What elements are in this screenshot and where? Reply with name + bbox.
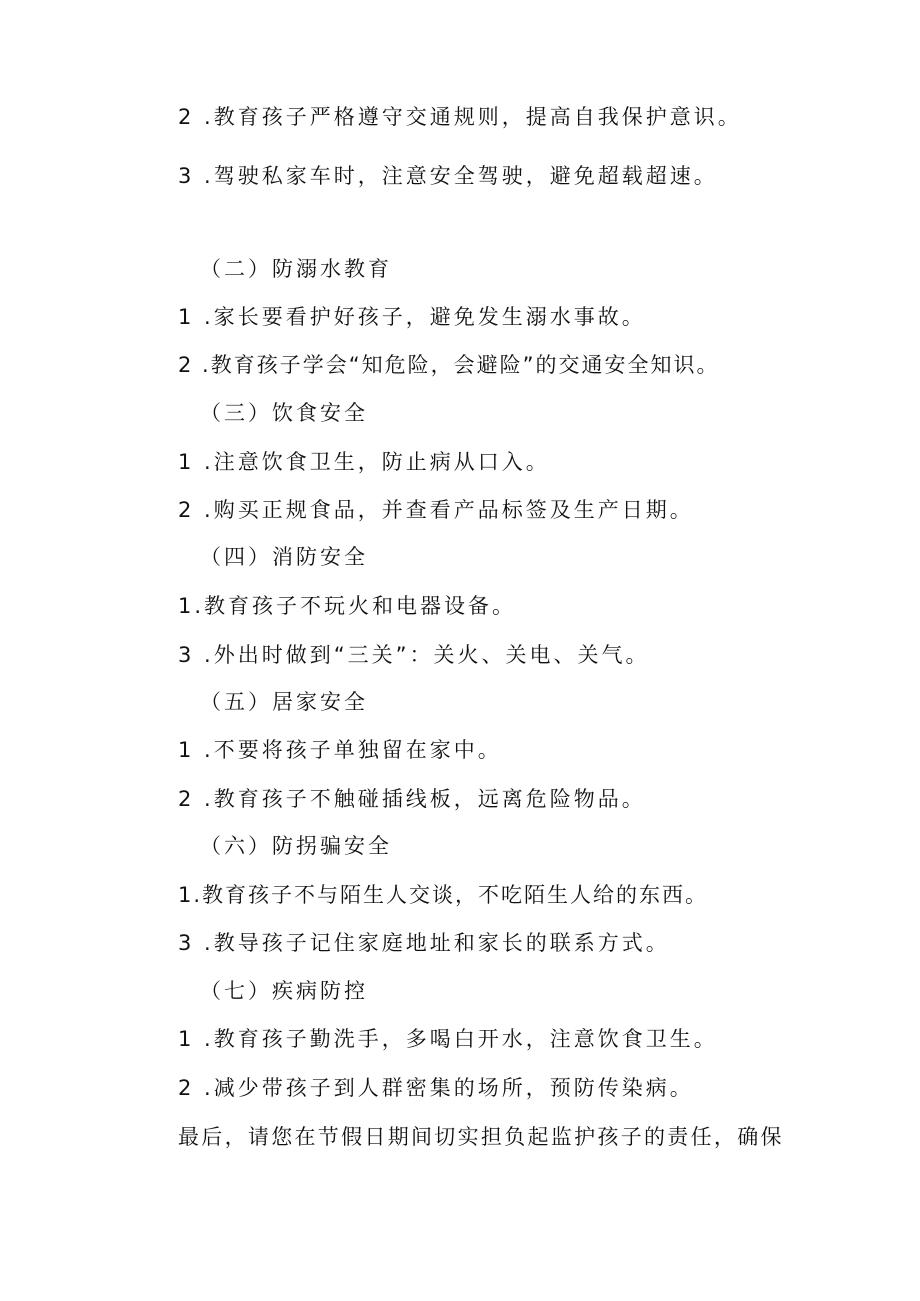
- list-item-disease-1: 1 .教育孩子勤洗手，多喝白开水，注意饮食卫生。: [178, 1027, 718, 1051]
- list-item-drowning-1: 1 .家长要看护好孩子，避免发生溺水事故。: [178, 305, 646, 329]
- list-item-home-2: 2 .教育孩子不触碰插线板，远离危险物品。: [178, 787, 646, 811]
- list-item-disease-2: 2 .减少带孩子到人群密集的场所，预防传染病。: [178, 1076, 694, 1100]
- section-heading-home: （五）居家安全: [200, 690, 368, 714]
- list-item-fire-3: 3 .外出时做到“三关”：关火、关电、关气。: [178, 643, 650, 667]
- list-item-food-1: 1 .注意饮食卫生，防止病从口入。: [178, 450, 550, 474]
- section-heading-food: （三）饮食安全: [200, 401, 368, 425]
- section-heading-disease: （七）疾病防控: [200, 979, 368, 1003]
- closing-paragraph: 最后，请您在节假日期间切实担负起监护孩子的责任，确保: [178, 1125, 784, 1149]
- list-item-abduction-1: 1.教育孩子不与陌生人交谈，不吃陌生人给的东西。: [178, 883, 709, 907]
- list-item-private-car: 3 .驾驶私家车时，注意安全驾驶，避免超载超速。: [178, 164, 718, 188]
- section-heading-drowning: （二）防溺水教育: [200, 257, 392, 281]
- list-item-home-1: 1 .不要将孩子单独留在家中。: [178, 738, 502, 762]
- section-heading-fire: （四）消防安全: [200, 545, 368, 569]
- list-item-food-2: 2 .购买正规食品，并查看产品标签及生产日期。: [178, 498, 694, 522]
- section-heading-abduction: （六）防拐骗安全: [200, 834, 392, 858]
- list-item-drowning-2: 2 .教育孩子学会“知危险，会避险”的交通安全知识。: [178, 353, 720, 377]
- list-item-fire-1: 1.教育孩子不玩火和电器设备。: [178, 594, 517, 618]
- list-item-abduction-3: 3 .教导孩子记住家庭地址和家长的联系方式。: [178, 931, 670, 955]
- list-item-traffic-rules: 2 .教育孩子严格遵守交通规则，提高自我保护意识。: [178, 105, 742, 129]
